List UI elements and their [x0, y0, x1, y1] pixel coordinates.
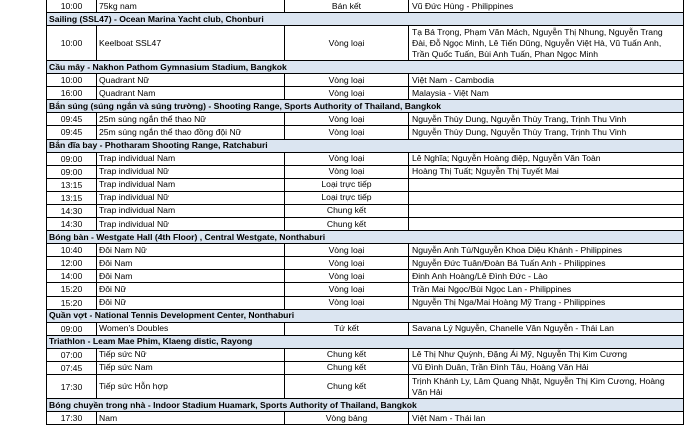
- table-row: [47, 296, 684, 309]
- event-cell: Trap individual Nam: [97, 178, 285, 191]
- stage-cell: Vòng loại: [285, 152, 409, 165]
- athletes-cell: [409, 218, 684, 231]
- athletes-cell: Nguyễn Thị Nga/Mai Hoàng Mỹ Trang - Philippines: [409, 296, 684, 309]
- event-cell: Keelboat SSL47: [97, 26, 285, 61]
- athletes-cell: Vũ Đình Duân, Trần Đình Tâu, Hoàng Văn Hải: [409, 361, 684, 374]
- event-cell: Quadrant Nữ: [97, 74, 285, 87]
- table-row: [47, 191, 684, 204]
- table-row: [47, 152, 684, 165]
- athletes-cell: Lê Nghĩa; Nguyễn Hoàng điệp, Nguyễn Văn Toàn: [409, 152, 684, 165]
- section-title: Sailing (SSL47) - Ocean Marina Yacht club, Chonburi: [47, 13, 684, 26]
- table-row: [47, 165, 684, 178]
- athletes-cell: Nguyễn Anh Tú/Nguyễn Khoa Diệu Khánh - Philippines: [409, 244, 684, 257]
- time-cell: 09:45: [47, 126, 97, 139]
- section-header: [47, 335, 684, 348]
- event-cell: Đôi Nữ: [97, 296, 285, 309]
- stage-cell: Bán kết: [285, 0, 409, 13]
- stage-cell: Chung kết: [285, 374, 409, 398]
- athletes-cell: [409, 204, 684, 217]
- section-header: [47, 100, 684, 113]
- section-title: Bóng chuyền trong nhà - Indoor Stadium Huamark, Sports Authority of Thailand, Bangkok: [47, 399, 684, 412]
- table-row: [47, 74, 684, 87]
- stage-cell: Vòng loại: [285, 296, 409, 309]
- table-row: [47, 257, 684, 270]
- time-cell: 07:00: [47, 348, 97, 361]
- section-title: Triathlon - Leam Mae Phim, Klaeng distic, Rayong: [47, 335, 684, 348]
- section-header: [47, 399, 684, 412]
- schedule-table: [46, 0, 684, 425]
- event-cell: Nam: [97, 412, 285, 425]
- section-header: [47, 61, 684, 74]
- event-cell: Đôi Nam Nữ: [97, 244, 285, 257]
- table-row: [47, 218, 684, 231]
- time-cell: 13:15: [47, 191, 97, 204]
- time-cell: 09:00: [47, 152, 97, 165]
- table-row: [47, 126, 684, 139]
- time-cell: 09:00: [47, 165, 97, 178]
- table-row: [47, 178, 684, 191]
- event-cell: Tiếp sức Nam: [97, 361, 285, 374]
- time-cell: 10:00: [47, 74, 97, 87]
- event-cell: Đôi Nam: [97, 257, 285, 270]
- athletes-cell: Lê Thị Như Quỳnh, Đặng Ái Mỹ, Nguyễn Thị Kim Cương: [409, 348, 684, 361]
- time-cell: 17:30: [47, 374, 97, 398]
- time-cell: 17:30: [47, 412, 97, 425]
- table-row: [47, 348, 684, 361]
- event-cell: Trap individual Nam: [97, 152, 285, 165]
- event-cell: Đôi Nam: [97, 270, 285, 283]
- stage-cell: Vòng loại: [285, 113, 409, 126]
- event-cell: Quadrant Nam: [97, 87, 285, 100]
- time-cell: 14:30: [47, 218, 97, 231]
- athletes-cell: Nguyễn Đức Tuân/Đoàn Bá Tuấn Anh - Philippines: [409, 257, 684, 270]
- athletes-cell: Hoàng Thị Tuất; Nguyễn Thị Tuyết Mai: [409, 165, 684, 178]
- time-cell: 15:20: [47, 283, 97, 296]
- athletes-cell: Malaysia - Việt Nam: [409, 87, 684, 100]
- athletes-cell: Savana Lý Nguyễn, Chanelle Vân Nguyễn - Thái Lan: [409, 322, 684, 335]
- table-row: [47, 0, 684, 13]
- table-row: [47, 270, 684, 283]
- section-header: [47, 231, 684, 244]
- section-title: Bắn đĩa bay - Photharam Shooting Range, Ratchaburi: [47, 139, 684, 152]
- event-cell: Trap individual Nữ: [97, 165, 285, 178]
- event-cell: 25m súng ngắn thể thao Nữ: [97, 113, 285, 126]
- time-cell: 10:00: [47, 0, 97, 13]
- table-row: [47, 412, 684, 425]
- time-cell: 13:15: [47, 178, 97, 191]
- stage-cell: Vòng loại: [285, 26, 409, 61]
- athletes-cell: Vũ Đức Hùng - Philippines: [409, 0, 684, 13]
- stage-cell: Vòng loại: [285, 244, 409, 257]
- athletes-cell: Việt Nam - Thái lan: [409, 412, 684, 425]
- event-cell: Trap individual Nữ: [97, 218, 285, 231]
- stage-cell: Vòng loại: [285, 270, 409, 283]
- stage-cell: Loại trực tiếp: [285, 178, 409, 191]
- section-header: [47, 139, 684, 152]
- section-header: [47, 13, 684, 26]
- section-title: Quần vợt - National Tennis Development Center, Nonthaburi: [47, 309, 684, 322]
- athletes-cell: Trịnh Khánh Ly, Lâm Quang Nhật, Nguyễn Thị Kim Cương, Hoàng Văn Hải: [409, 374, 684, 398]
- table-row: [47, 322, 684, 335]
- stage-cell: Chung kết: [285, 361, 409, 374]
- athletes-cell: Việt Nam - Cambodia: [409, 74, 684, 87]
- athletes-cell: Tạ Bá Trọng, Phạm Văn Mách, Nguyễn Thị Nhung, Nguyễn Trang Đài, Đỗ Ngọc Minh, Lê Tiến Dũng, Nguyễn Việt Hà, Vũ Tuấn Anh, Trần Quốc Tuấn, Bùi Anh Tuấn, Phan Ngọc Minh: [409, 26, 684, 61]
- table-row: [47, 244, 684, 257]
- stage-cell: Vòng loại: [285, 126, 409, 139]
- schedule-body: [47, 0, 684, 425]
- event-cell: 25m súng ngắn thể thao đồng đội Nữ: [97, 126, 285, 139]
- time-cell: 07:45: [47, 361, 97, 374]
- stage-cell: Vòng loại: [285, 74, 409, 87]
- stage-cell: Tứ kết: [285, 322, 409, 335]
- stage-cell: Vòng loại: [285, 283, 409, 296]
- stage-cell: Chung kết: [285, 218, 409, 231]
- time-cell: 14:30: [47, 204, 97, 217]
- time-cell: 10:00: [47, 26, 97, 61]
- time-cell: 09:45: [47, 113, 97, 126]
- stage-cell: Vòng loại: [285, 87, 409, 100]
- event-cell: Tiếp sức Nữ: [97, 348, 285, 361]
- section-title: Bóng bàn - Westgate Hall (4th Floor) , Central Westgate, Nonthaburi: [47, 231, 684, 244]
- time-cell: 10:40: [47, 244, 97, 257]
- event-cell: Trap individual Nam: [97, 204, 285, 217]
- event-cell: Đôi Nữ: [97, 283, 285, 296]
- athletes-cell: Trần Mai Ngọc/Bùi Ngọc Lan - Philippines: [409, 283, 684, 296]
- time-cell: 16:00: [47, 87, 97, 100]
- stage-cell: Vòng loại: [285, 165, 409, 178]
- stage-cell: Chung kết: [285, 204, 409, 217]
- time-cell: 14:00: [47, 270, 97, 283]
- table-row: [47, 204, 684, 217]
- section-title: Cầu mây - Nakhon Pathom Gymnasium Stadium, Bangkok: [47, 61, 684, 74]
- table-row: [47, 374, 684, 398]
- section-title: Bắn súng (súng ngắn và súng trường) - Shooting Range, Sports Authority of Thailand, Bangkok: [47, 100, 684, 113]
- stage-cell: Vòng bảng: [285, 412, 409, 425]
- athletes-cell: [409, 178, 684, 191]
- table-row: [47, 26, 684, 61]
- event-cell: Tiếp sức Hỗn hợp: [97, 374, 285, 398]
- athletes-cell: Nguyễn Thùy Dung, Nguyễn Thùy Trang, Trịnh Thu Vinh: [409, 113, 684, 126]
- stage-cell: Chung kết: [285, 348, 409, 361]
- table-row: [47, 87, 684, 100]
- time-cell: 12:00: [47, 257, 97, 270]
- table-row: [47, 283, 684, 296]
- athletes-cell: Nguyễn Thùy Dung, Nguyễn Thùy Trang, Trịnh Thu Vinh: [409, 126, 684, 139]
- event-cell: Women's Doubles: [97, 322, 285, 335]
- table-row: [47, 113, 684, 126]
- athletes-cell: Đinh Anh Hoàng/Lê Đình Đức - Lào: [409, 270, 684, 283]
- time-cell: 15:20: [47, 296, 97, 309]
- stage-cell: Loại trực tiếp: [285, 191, 409, 204]
- stage-cell: Vòng loại: [285, 257, 409, 270]
- section-header: [47, 309, 684, 322]
- time-cell: 09:00: [47, 322, 97, 335]
- athletes-cell: [409, 191, 684, 204]
- event-cell: 75kg nam: [97, 0, 285, 13]
- table-row: [47, 361, 684, 374]
- event-cell: Trap individual Nữ: [97, 191, 285, 204]
